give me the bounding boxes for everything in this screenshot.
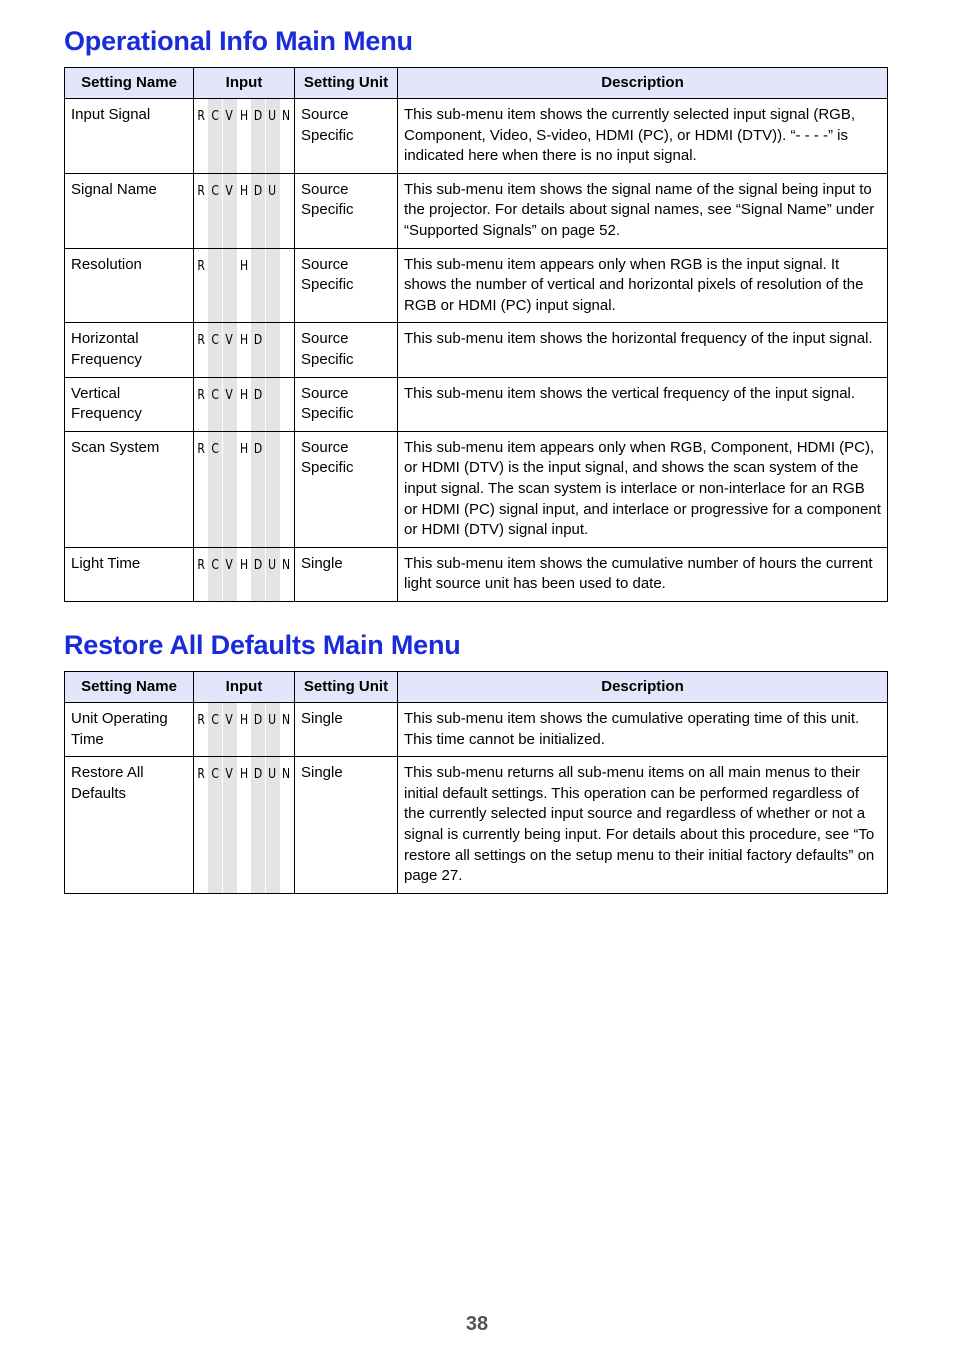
input-letters bbox=[194, 548, 294, 576]
input-letter: R bbox=[197, 440, 205, 457]
input-letter: H bbox=[239, 556, 248, 573]
table-row bbox=[65, 757, 888, 894]
input-letters bbox=[194, 703, 294, 731]
setting-unit-cell: Source Specific bbox=[295, 173, 398, 248]
input-letters bbox=[194, 174, 294, 202]
description-cell: This sub-menu item appears only when RGB, Component, HDMI (PC), or HDMI (DTV) is the input signal, and shows the scan system of the input signal. The scan system is interlace or non-interlace for an RGB or HDMI (PC) signal input, and interlace or progressive for a component or HDMI (DTV) signal input. bbox=[398, 431, 888, 547]
setting-unit-cell: Single bbox=[295, 757, 398, 894]
header-description: Description bbox=[398, 672, 888, 703]
input-letter: C bbox=[211, 556, 220, 573]
setting-unit-cell: Source Specific bbox=[295, 431, 398, 547]
input-letter bbox=[266, 323, 277, 351]
input-letter: U bbox=[268, 766, 276, 783]
input-letter: U bbox=[268, 556, 276, 573]
input-letter: D bbox=[253, 766, 263, 783]
input-letter: D bbox=[253, 712, 263, 728]
table-row bbox=[65, 323, 888, 377]
input-letters bbox=[194, 432, 294, 460]
input-letter bbox=[281, 432, 292, 460]
input-letter: V bbox=[225, 556, 234, 573]
setting-name-cell: Unit Operating Time bbox=[65, 703, 194, 757]
description-cell: This sub-menu item shows the vertical frequency of the input signal. bbox=[398, 377, 888, 431]
input-letter: C bbox=[211, 766, 220, 783]
input-letter: N bbox=[282, 556, 291, 573]
input-letters bbox=[194, 757, 294, 785]
input-letter bbox=[224, 432, 235, 460]
input-letter: U bbox=[268, 108, 276, 124]
description-cell: This sub-menu returns all sub-menu items on all main menus to their initial default settings. This operation can be performed regardless of the currently selected input source and regardless of whether or not a signal is currently being input. For details about this procedure, see “To restore all settings on the setup menu to their initial factory defaults” on page 27. bbox=[398, 757, 888, 894]
input-letter: C bbox=[211, 332, 220, 349]
input-letters bbox=[194, 323, 294, 351]
operational-info-table bbox=[64, 67, 888, 602]
input-letter: C bbox=[211, 386, 220, 403]
header-setting-unit: Setting Unit bbox=[295, 68, 398, 99]
input-cell bbox=[194, 547, 295, 601]
input-letter: R bbox=[197, 332, 205, 349]
input-letter bbox=[252, 249, 263, 277]
header-setting-name: Setting Name bbox=[65, 68, 194, 99]
input-letter bbox=[224, 249, 235, 277]
input-letter: H bbox=[239, 712, 248, 728]
input-letter: D bbox=[253, 108, 263, 124]
section-title: Operational Info Main Menu bbox=[64, 26, 413, 56]
header-setting-name: Setting Name bbox=[65, 672, 194, 703]
input-cell bbox=[194, 99, 295, 174]
input-letters bbox=[194, 378, 294, 406]
table-header-row bbox=[65, 672, 888, 703]
input-letter: H bbox=[239, 108, 248, 124]
description-cell: This sub-menu item appears only when RGB is the input signal. It shows the number of vertical and horizontal pixels of resolution of the RGB or HDMI (PC) input signal. bbox=[398, 248, 888, 323]
input-letter: N bbox=[282, 766, 291, 783]
input-letter: C bbox=[211, 182, 220, 199]
table-row bbox=[65, 703, 888, 757]
setting-name-cell: Scan System bbox=[65, 431, 194, 547]
input-cell bbox=[194, 377, 295, 431]
description-cell: This sub-menu item shows the cumulative number of hours the current light source unit has been used to date. bbox=[398, 547, 888, 601]
input-letter: V bbox=[225, 332, 234, 349]
restore-defaults-table bbox=[64, 671, 888, 894]
description-cell: This sub-menu item shows the signal name of the signal being input to the projector. For details about signal names, see “Signal Name” under “Supported Signals” on page 52. bbox=[398, 173, 888, 248]
setting-name-cell: Input Signal bbox=[65, 99, 194, 174]
setting-name-cell: Restore All Defaults bbox=[65, 757, 194, 894]
description-cell: This sub-menu item shows the currently selected input signal (RGB, Component, Video, S-video, HDMI (PC), or HDMI (DTV)). “- - - -” is indicated here when there is no input signal. bbox=[398, 99, 888, 174]
setting-unit-cell: Single bbox=[295, 703, 398, 757]
setting-unit-cell: Source Specific bbox=[295, 99, 398, 174]
input-letter: R bbox=[197, 182, 205, 199]
input-letter: V bbox=[225, 766, 234, 783]
input-letter: D bbox=[253, 556, 263, 573]
table-row bbox=[65, 248, 888, 323]
input-cell bbox=[194, 173, 295, 248]
description-cell: This sub-menu item shows the horizontal frequency of the input signal. bbox=[398, 323, 888, 377]
input-letter: R bbox=[197, 386, 205, 403]
input-letter: H bbox=[239, 332, 248, 349]
input-letter bbox=[266, 378, 277, 406]
input-letters bbox=[194, 99, 294, 127]
setting-name-cell: Vertical Frequency bbox=[65, 377, 194, 431]
setting-unit-cell: Single bbox=[295, 547, 398, 601]
input-letter: D bbox=[253, 386, 263, 403]
table-row bbox=[65, 173, 888, 248]
input-letter: H bbox=[239, 386, 248, 403]
setting-name-cell: Resolution bbox=[65, 248, 194, 323]
header-input: Input bbox=[194, 672, 295, 703]
input-letter bbox=[281, 323, 292, 351]
section-title: Restore All Defaults Main Menu bbox=[64, 630, 461, 660]
setting-unit-cell: Source Specific bbox=[295, 248, 398, 323]
table-row bbox=[65, 431, 888, 547]
input-letter: N bbox=[282, 108, 291, 124]
input-letter: R bbox=[197, 766, 205, 783]
input-letter: C bbox=[211, 108, 220, 124]
input-letter: U bbox=[268, 712, 276, 728]
input-letter: H bbox=[239, 766, 248, 783]
description-cell: This sub-menu item shows the cumulative operating time of this unit. This time cannot be initialized. bbox=[398, 703, 888, 757]
input-letter: D bbox=[253, 332, 263, 349]
input-letter: V bbox=[225, 182, 234, 199]
input-letter bbox=[281, 174, 292, 202]
header-setting-unit: Setting Unit bbox=[295, 672, 398, 703]
input-letter: H bbox=[239, 257, 248, 274]
input-letter bbox=[281, 378, 292, 406]
input-letter: D bbox=[253, 182, 263, 199]
input-cell bbox=[194, 248, 295, 323]
input-letter: R bbox=[197, 556, 205, 573]
input-letter: V bbox=[225, 712, 234, 728]
input-letter bbox=[210, 249, 221, 277]
setting-unit-cell: Source Specific bbox=[295, 323, 398, 377]
header-description: Description bbox=[398, 68, 888, 99]
input-letter: C bbox=[211, 712, 220, 728]
setting-unit-cell: Source Specific bbox=[295, 377, 398, 431]
input-letter: R bbox=[197, 108, 205, 124]
input-letter bbox=[266, 432, 277, 460]
input-letter: R bbox=[197, 257, 205, 274]
setting-name-cell: Signal Name bbox=[65, 173, 194, 248]
setting-name-cell: Light Time bbox=[65, 547, 194, 601]
input-cell bbox=[194, 431, 295, 547]
input-letter: H bbox=[239, 440, 248, 457]
table-row bbox=[65, 377, 888, 431]
input-letter: H bbox=[239, 182, 248, 199]
table-row bbox=[65, 99, 888, 174]
page-number: 38 bbox=[465, 1313, 489, 1335]
input-letter: V bbox=[225, 108, 234, 124]
input-letter bbox=[281, 249, 292, 277]
input-letter bbox=[266, 249, 277, 277]
input-cell bbox=[194, 703, 295, 757]
table-row bbox=[65, 547, 888, 601]
input-letter: N bbox=[282, 712, 291, 728]
input-letter: C bbox=[211, 440, 220, 457]
setting-name-cell: Horizontal Frequency bbox=[65, 323, 194, 377]
input-letter: R bbox=[197, 712, 205, 728]
input-cell bbox=[194, 323, 295, 377]
header-input: Input bbox=[194, 68, 295, 99]
input-cell bbox=[194, 757, 295, 894]
input-letters bbox=[194, 249, 294, 277]
table-header-row bbox=[65, 68, 888, 99]
input-letter: U bbox=[268, 182, 276, 199]
input-letter: V bbox=[225, 386, 234, 403]
input-letter: D bbox=[253, 440, 263, 457]
